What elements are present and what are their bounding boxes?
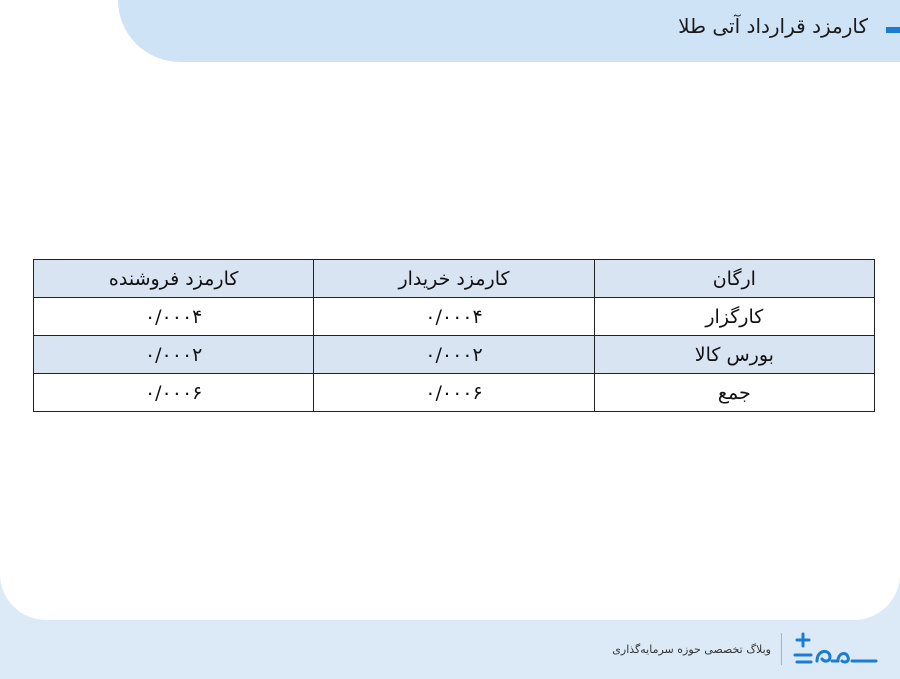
fee-table <box>33 259 875 412</box>
footer-tagline: وبلاگ تخصصی حوزه سرمایه‌گذاری <box>612 642 771 656</box>
row-seller-fee-cell: ۰/۰۰۰۶ <box>34 374 314 412</box>
table-row <box>34 336 875 374</box>
page-title: کارمزد قرارداد آتی طلا <box>678 14 868 38</box>
table-row <box>34 298 875 336</box>
column-header-organization: ارگان <box>594 260 874 298</box>
fee-table-container <box>33 259 875 412</box>
row-buyer-fee-cell: ۰/۰۰۰۶ <box>314 374 594 412</box>
header-band <box>118 0 900 62</box>
column-header-seller-fee: کارمزد فروشنده <box>34 260 314 298</box>
table-header-row <box>34 260 875 298</box>
footer-divider <box>781 633 782 665</box>
column-header-buyer-fee: کارمزد خریدار <box>314 260 594 298</box>
row-seller-fee-cell: ۰/۰۰۰۲ <box>34 336 314 374</box>
row-buyer-fee-cell: ۰/۰۰۰۴ <box>314 298 594 336</box>
row-buyer-fee-cell: ۰/۰۰۰۲ <box>314 336 594 374</box>
table-row <box>34 374 875 412</box>
sarmayeh-logo-icon <box>792 631 878 667</box>
row-organization-cell: بورس کالا <box>594 336 874 374</box>
footer-branding <box>612 631 878 667</box>
title-accent-bar <box>886 27 900 33</box>
row-organization-cell: جمع <box>594 374 874 412</box>
row-organization-cell: کارگزار <box>594 298 874 336</box>
row-seller-fee-cell: ۰/۰۰۰۴ <box>34 298 314 336</box>
